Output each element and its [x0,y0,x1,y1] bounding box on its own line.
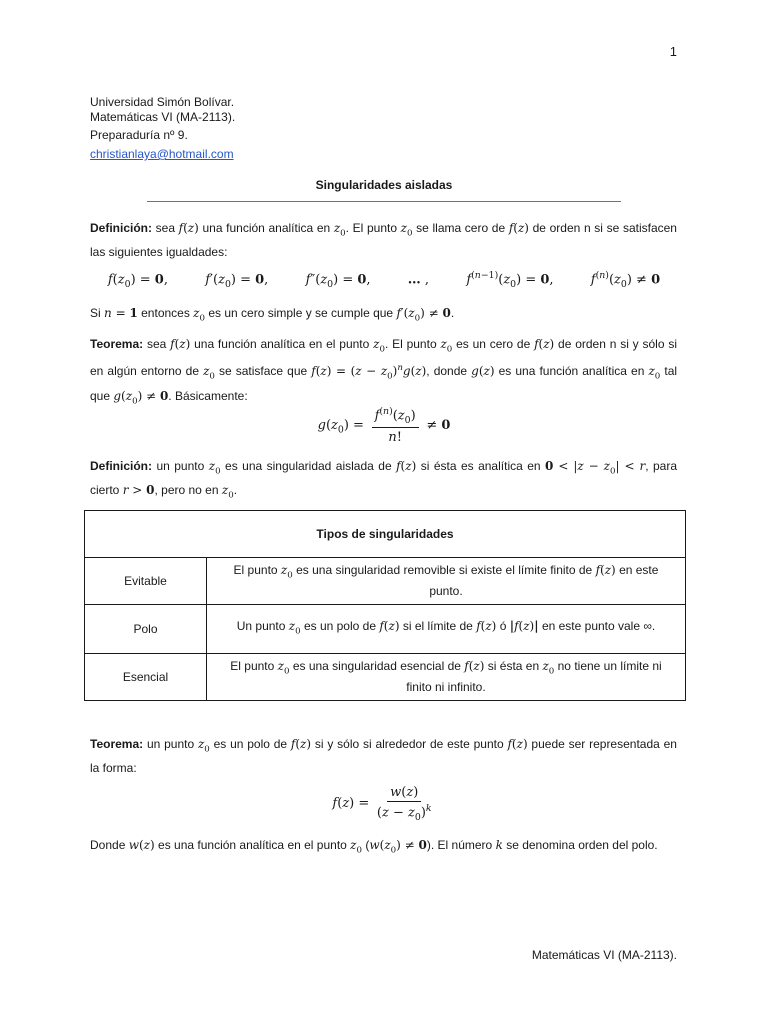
text: es un cero de [452,337,535,351]
text: sea [143,337,171,351]
table-header: Tipos de singularidades [85,511,686,558]
table-row [85,605,686,654]
text: es una función analítica en el punto [154,838,351,852]
row-name-essential: Esencial [85,654,207,701]
text: . Básicamente: [168,388,248,403]
table-header-row [85,511,686,558]
text: ). El número [426,838,496,852]
text: , para cierto [90,459,677,498]
row-description-essential: El punto $z_0$ es una singularidad esencial de f(z) si ésta en $z_0$ no tiene un límite ni finito ni infinito. [207,654,686,701]
g-formula-equation: $g(z_0)$ = $\frac{f^{(n)}(z_0)}{n!}$ ≠ 0 [317,406,451,445]
text: es un cero simple y se cumple que [205,306,397,320]
text: . [233,483,238,498]
row-description-pole: Un punto $z_0$ es un polo de f(z) si el límite de f(z) ó |f(z)| en este punto vale ∞. [207,605,686,654]
text: una función analítica en [198,221,334,235]
fraction: $\frac{f^{(n)}(z_0)}{n!}$ [372,406,419,445]
document-title: Singularidades aisladas [315,178,453,192]
text: Donde [90,838,129,852]
text: sea [152,221,179,235]
text: Un punto [236,618,289,633]
page-number: 1 [669,44,677,59]
text: tal que [90,364,678,403]
text: Si [90,306,105,320]
text: puede ser representada en la forma: [90,737,677,776]
text: en este punto. [429,563,659,598]
fraction: $\frac{w(z)}{(z - z_0)^k}$ [376,785,432,823]
page-footer: Matemáticas VI (MA-2113). [531,948,677,962]
text: entonces [137,306,194,320]
row-name-removable: Evitable [85,558,207,605]
text: de orden n si se satisfacen las siguientes igualdades: [90,221,677,260]
text: un punto [143,737,198,751]
text: se llama cero de [412,221,509,235]
definition-label: Definición: [90,221,152,235]
theorem-zero-paragraph: Teorema: sea f(z) una función analítica en el punto $z_0$. El punto $z_0$ es un cero de f(z) de orden n si y sólo si en algún entorno de $z_0$ se satisface que $f(z) = (z - z_0)^ng(z)$, donde g(z) es una función analítica en $z_0$ tal que $g(z_0) \ne 0$. Básicamente: [90,337,678,407]
text: es una singularidad esencial de [289,659,465,674]
text: . [450,306,455,320]
text: . El punto [345,221,401,235]
text: es un polo de [300,618,380,633]
title-divider [147,201,621,202]
text: si ésta es analítica en [416,459,546,473]
definition-label: Definición: [90,459,152,473]
text: El punto [230,659,278,674]
definition-zero-paragraph: Definición: sea f(z) una función analítica en $z_0$. El punto $z_0$ se llama cero de f(z) de orden n si se satisfacen las siguientes igualdades: [90,221,677,260]
text: si y sólo si alrededor de este punto [311,737,508,751]
text: una función analítica en el punto [190,337,374,351]
zero-conditions-equation: $f(z_0) = 0$, $f'(z_0) = 0$, $f''(z_0) = 0$, … , $f^{(n-1)}(z_0) = 0$, $f^{(n)}(z_0) \ne 0$ [107,270,661,290]
text: de orden n si y sólo si en algún entorno de [90,337,677,379]
email-row [90,147,234,162]
text: es una singularidad removible si existe el límite finito de [292,563,596,578]
row-description-removable: El punto $z_0$ es una singularidad removible si existe el límite finito de f(z) en este punto. [207,558,686,605]
text: si ésta en [484,659,543,674]
text: en este punto vale ∞. [538,618,656,633]
text: El punto [233,563,281,578]
pole-form-equation: f(z) = $\frac{w(z)}{(z - z_0)^k}$ [332,785,432,823]
singularity-types-table [84,510,686,701]
text: ( [362,838,370,852]
text: . El punto [384,337,441,351]
row-name-pole: Polo [85,605,207,654]
course-name: Matemáticas VI (MA-2113). [90,110,236,124]
theorem-label: Teorema: [90,737,144,751]
text: se denomina orden del polo. [502,838,658,852]
definition-isolated-singularity-paragraph: Definición: un punto $z_0$ es una singularidad aislada de f(z) si ésta es analítica en $0 < |z - z_0| < r$, para cierto r > 0, pero no en $z_0$. [90,459,677,501]
theorem-label: Teorema: [90,337,144,351]
theorem-pole-paragraph: Teorema: un punto $z_0$ es un polo de f(z) si y sólo si alrededor de este punto f(z) puede ser representada en la forma: [90,737,677,776]
simple-zero-paragraph: Si n = 1 entonces $z_0$ es un cero simple y se cumple que $f'(z_0) \ne 0$. [90,306,455,324]
text: , pero no en [154,483,222,498]
table-row [85,558,686,605]
text: un punto [152,459,209,473]
session-label: Preparaduría nº 9. [90,128,188,142]
text: es una singularidad aislada de [220,459,397,473]
text: es una función analítica en [494,364,649,379]
text: ó [496,618,510,633]
text: si el límite de [399,618,477,633]
math: f [178,221,184,235]
text: , donde [426,364,472,379]
text: es un polo de [209,737,291,751]
pole-order-paragraph: Donde w(z) es una función analítica en el punto $z_0$ $(w(z_0) \ne 0)$. El número k se denomina orden del polo. [90,838,658,856]
university-name: Universidad Simón Bolívar. [90,95,235,109]
email-link[interactable]: christianlaya@hotmail.com [90,147,234,161]
text: no tiene un límite ni finito ni infinito. [406,659,662,694]
text: se satisface que [214,364,312,379]
table-row [85,654,686,701]
